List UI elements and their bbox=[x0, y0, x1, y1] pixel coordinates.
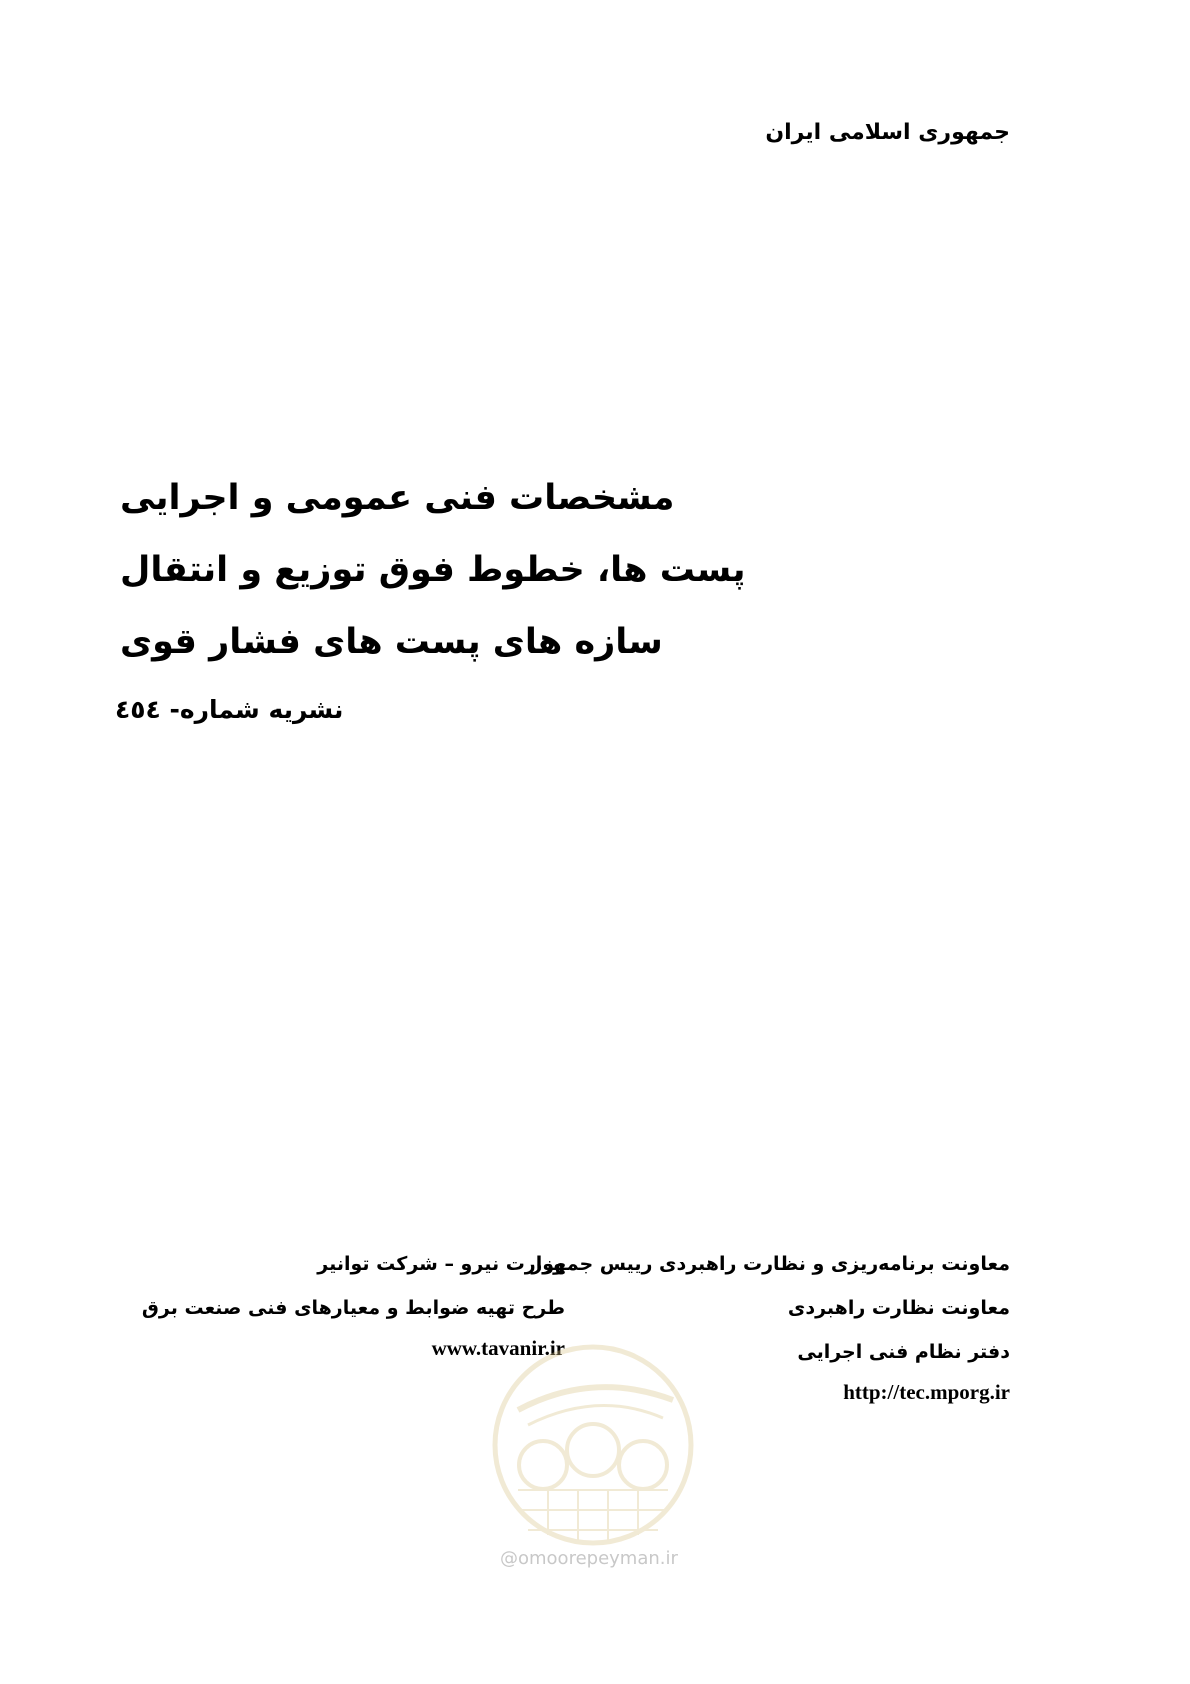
watermark-site-text: @omoorepeyman.ir bbox=[500, 1548, 678, 1569]
organization-line-2: معاونت نظارت راهبردی bbox=[787, 1297, 1010, 1319]
organization-line-1: معاونت برنامه‌ریزی و نظارت راهبردی رییس جمهور bbox=[531, 1253, 1010, 1275]
ministry-line-2: طرح تهیه ضوابط و معیارهای فنی صنعت برق bbox=[141, 1297, 565, 1319]
watermark-logo-icon bbox=[488, 1340, 698, 1570]
title-line-2: پست ها، خطوط فوق توزیع و انتقال bbox=[120, 550, 746, 590]
title-block bbox=[120, 462, 746, 678]
ministry-line-1: وزارت نیرو – شرکت توانیر bbox=[317, 1253, 565, 1275]
ministry-url-link[interactable]: www.tavanir.ir bbox=[431, 1336, 565, 1360]
title-line-1: مشخصات فنی عمومی و اجرایی bbox=[120, 478, 675, 518]
country-name: جمهوری اسلامی ایران bbox=[765, 120, 1010, 145]
publication-number: نشریه شماره- ٤٥٤ bbox=[115, 695, 344, 724]
organization-line-3: دفتر نظام فنی اجرایی bbox=[797, 1341, 1010, 1363]
organization-url-link[interactable]: http://tec.mporg.ir bbox=[843, 1380, 1010, 1404]
title-line-3: سازه های پست های فشار قوی bbox=[120, 622, 663, 662]
